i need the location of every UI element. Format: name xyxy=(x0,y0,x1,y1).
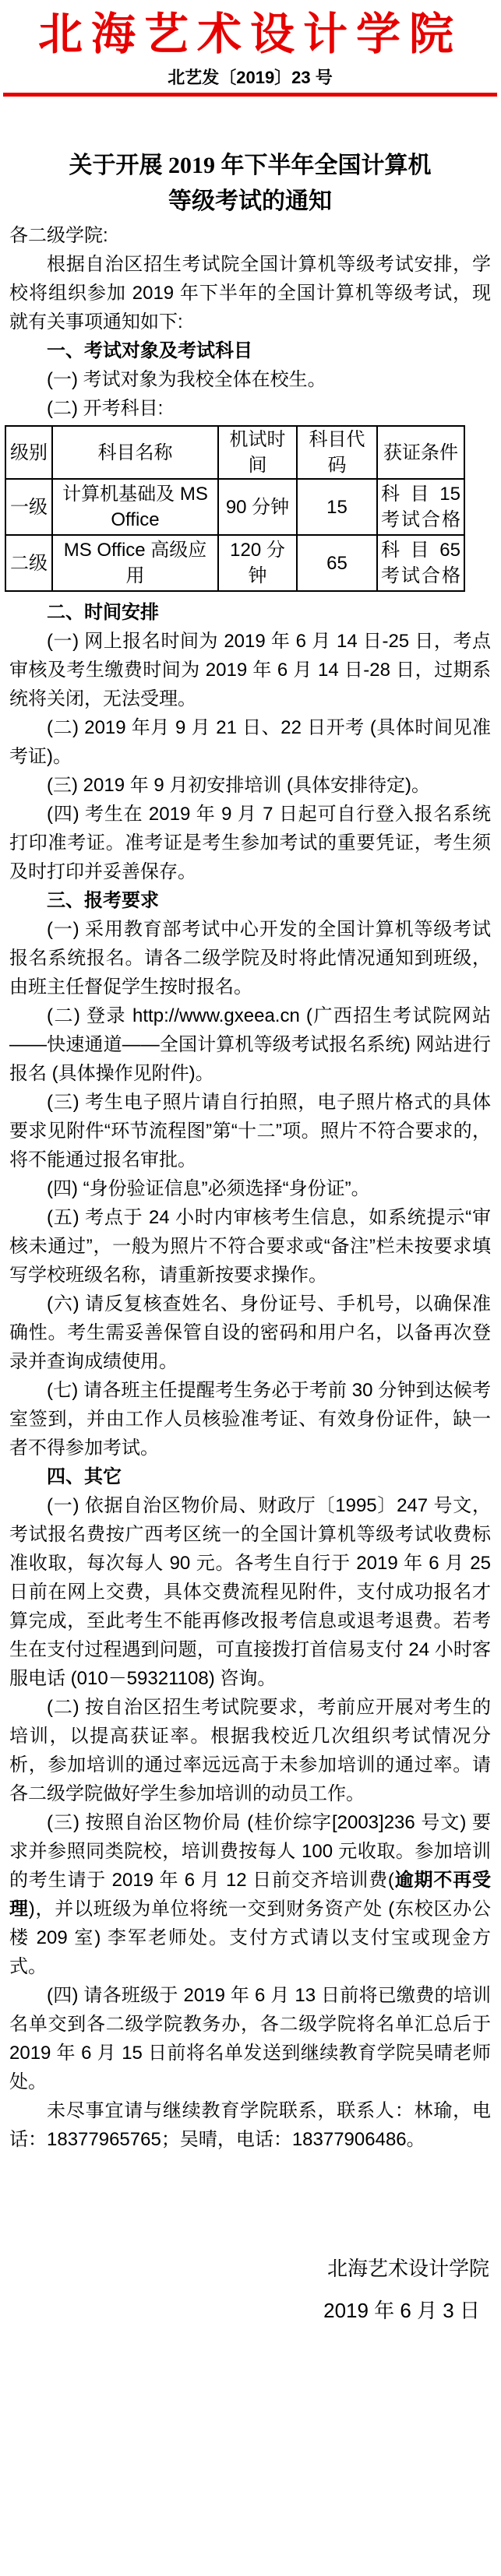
fee-text-post: )，并以班级为单位将统一交到财务资产处 (东校区办公楼 209 室) 李军老师处。支付方式请以支付宝或现金方式。 xyxy=(9,1899,492,1977)
salutation: 各二级学院: xyxy=(9,225,108,246)
fee-deadline-bold: 逾期不再受理 xyxy=(9,1870,492,1920)
col-header-duration: 机试时间 xyxy=(218,426,297,479)
signature-org: 北海艺术设计学院 xyxy=(326,2257,489,2280)
table-row-level2 xyxy=(5,535,464,591)
section-4-item-1: (一) 依据自治区物价局、财政厅〔1995〕247 号文，考试报名费按广西考区统一的全国计算机等级考试收费标准收取，每次每人 90 元。各考生自行于 2019 年 6 月 25 日前在网上交费，具体交费流程见附件，支付成功报名才算完成，至此考生不能再修改报考信息或退考退费。若考生在支付过程遇到问题，可直接拨打首信易支付 24 小时客服电话 (010－59321108) 咨询。 xyxy=(9,1495,491,1689)
document-title xyxy=(9,148,491,220)
section-4-item-3 xyxy=(9,1808,491,1981)
signature-date: 2019 年 6 月 3 日 xyxy=(323,2299,480,2322)
section-4-heading: 四、其它 xyxy=(47,1466,122,1487)
section-1-item-2: (二) 开考科目: xyxy=(47,398,164,419)
intro-paragraph: 根据自治区招生考试院全国计算机等级考试安排，学校将组织参加 2019 年下半年的全国计算机等级考试，现就有关事项通知如下: xyxy=(9,254,491,333)
cell-cert xyxy=(377,535,464,591)
section-4-item-2: (二) 按自治区招生考试院要求，考前应开展对考生的培训，以提高获证率。根据我校近几次组织考试情况分析，参加培训的通过率远远高于未参加培训的通过率。请各二级学院做好学生参加培训的动员工作。 xyxy=(9,1697,491,1804)
cell-subject: 计算机基础及 MS Office xyxy=(52,479,218,535)
doc-number: 北艺发〔2019〕23 号 xyxy=(168,68,333,87)
col-header-level: 级别 xyxy=(5,426,52,479)
section-3-item-5: (五) 考点于 24 小时内审核考生信息，如系统提示“审核未通过”，一般为照片不符合要求或“备注”栏未按要求填写学校班级名称，请重新按要求操作。 xyxy=(9,1207,491,1286)
signature-block xyxy=(9,2247,491,2331)
section-1-heading: 一、考试对象及考试科目 xyxy=(47,340,252,361)
closing-paragraph: 未尽事宜请与继续教育学院联系，联系人：林瑜，电话：18377965765；吴晴，电话：18377906486。 xyxy=(9,2100,491,2150)
cell-cert xyxy=(377,479,464,535)
cert-line1: 科 目 15 xyxy=(381,484,460,505)
col-header-code: 科目代码 xyxy=(297,426,377,479)
section-3-item-7: (七) 请各班主任提醒考生务必于考前 30 分钟到达候考室签到，并由工作人员核验准考证、有效身份证件，缺一者不得参加考试。 xyxy=(9,1380,491,1459)
col-header-subject: 科目名称 xyxy=(52,426,218,479)
cell-code: 65 xyxy=(297,535,377,591)
section-2-item-3: (三) 2019 年 9 月初安排培训 (具体安排待定)。 xyxy=(47,775,431,796)
notice-body xyxy=(9,221,491,2331)
cell-duration: 90 分钟 xyxy=(218,479,297,535)
cell-level: 二级 xyxy=(5,535,52,591)
fee-text-pre: (三) 按照自治区物价局 (桂价综字[2003]236 号文) 要求并参照同类院校，培训费按每人 100 元收取。参加培训的考生请于 2019 年 6 月 12 日前交齐培训费( xyxy=(9,1812,491,1891)
section-2-item-1: (一) 网上报名时间为 2019 年 6 月 14 日-25 日，考点审核及考生缴费时间为 2019 年 6 月 14 日-28 日，过期系统将关闭，无法受理。 xyxy=(9,631,491,709)
section-3-item-3: (三) 考生电子照片请自行拍照，电子照片格式的具体要求见附件“环节流程图”第“十二”项。照片不符合要求的，将不能通过报名审批。 xyxy=(9,1092,491,1170)
cert-line2: 考试合格 xyxy=(381,509,460,530)
cell-subject: MS Office 高级应用 xyxy=(52,535,218,591)
cert-line1: 科 目 65 xyxy=(381,540,460,561)
cell-code: 15 xyxy=(297,479,377,535)
section-2-heading: 二、时间安排 xyxy=(47,602,159,623)
section-3-item-4: (四) “身份验证信息”必须选择“身份证”。 xyxy=(47,1178,370,1199)
section-2-item-2: (二) 2019 年月 9 月 21 日、22 日开考 (具体时间见准考证)。 xyxy=(9,717,491,767)
section-3-item-6: (六) 请反复核查姓名、身份证号、手机号，以确保准确性。考生需妥善保管自设的密码和用户名，以备再次登录并查询成绩使用。 xyxy=(9,1293,491,1372)
document-title-line1: 关于开展 2019 年下半年全国计算机 xyxy=(69,153,432,178)
cert-line2: 考试合格 xyxy=(381,565,460,586)
section-3-heading: 三、报考要求 xyxy=(47,890,159,911)
col-header-cert: 获证条件 xyxy=(377,426,464,479)
school-title: 北海艺术设计学院 xyxy=(38,10,462,59)
section-3-item-2: (二) 登录 http://www.gxeea.cn (广西招生考试院网站——快速通道——全国计算机等级考试报名系统) 网站进行报名 (具体操作见附件)。 xyxy=(9,1005,491,1084)
table-row-level1 xyxy=(5,479,464,535)
red-divider-line xyxy=(3,93,497,97)
section-3-item-1: (一) 采用教育部考试中心开发的全国计算机等级考试报名系统报名。请各二级学院及时将此情况通知到班级，由班主任督促学生按时报名。 xyxy=(9,919,491,998)
section-2-item-4: (四) 考生在 2019 年 9 月 7 日起可自行登入报名系统打印准考证。准考证是考生参加考试的重要凭证，考生须及时打印并妥善保存。 xyxy=(9,804,491,882)
subjects-table xyxy=(5,425,465,592)
section-1-item-1: (一) 考试对象为我校全体在校生。 xyxy=(47,369,326,390)
document-title-line2: 等级考试的通知 xyxy=(168,188,332,214)
cell-level: 一级 xyxy=(5,479,52,535)
cell-duration: 120 分钟 xyxy=(218,535,297,591)
section-4-item-4: (四) 请各班级于 2019 年 6 月 13 日前将已缴费的培训名单交到各二级学院教务办，各二级学院将名单汇总后于 2019 年 6 月 15 日前将名单发送到继续教育学院吴晴老师处。 xyxy=(9,1985,491,2092)
table-header-row xyxy=(5,426,464,479)
